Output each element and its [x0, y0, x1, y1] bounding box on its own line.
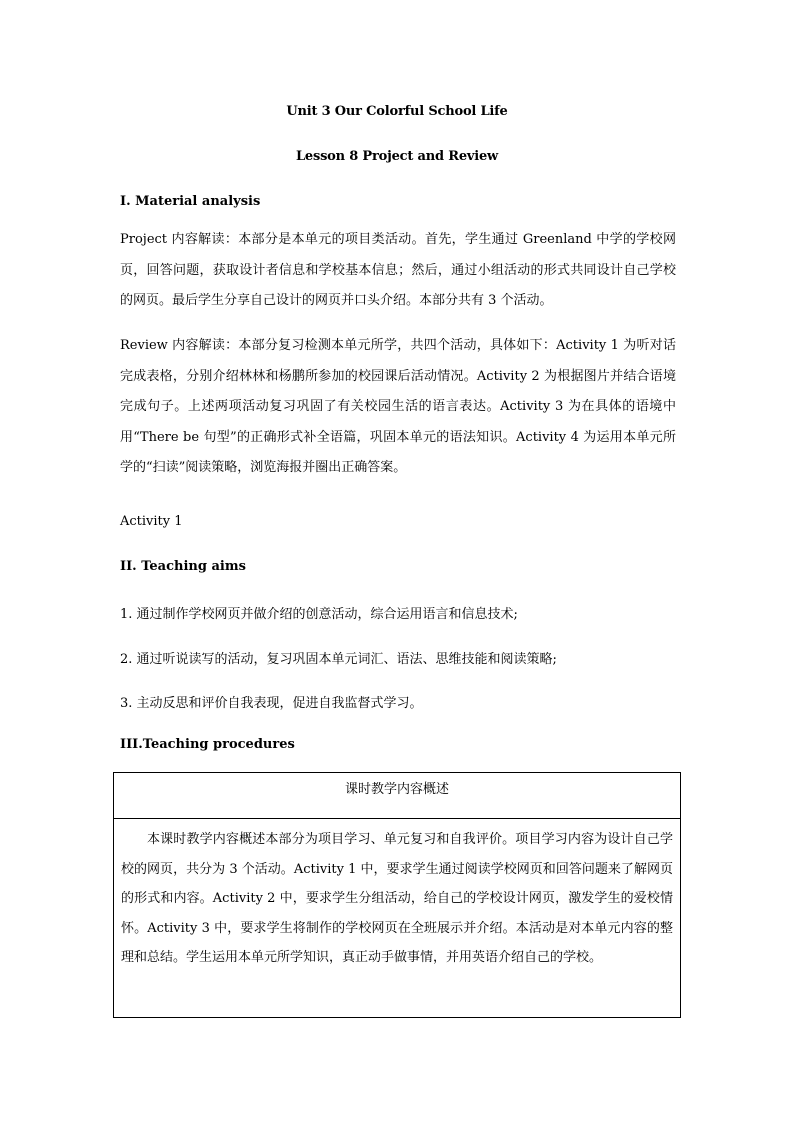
teaching-aims-heading: II. Teaching aims — [120, 559, 246, 574]
review-paragraph: Review 内容解读：本部分复习检测本单元所学，共四个活动，具体如下：Activity 1 为听对话完成表格，分别介绍林林和杨鹏所参加的校园课后活动情况。Activity 2 为根据图片并结合语境完成句子。上述两项活动复习巩固了有关校园生活的语言表达。Activity 3 为在具体的语境中用“There be 句型”的正确形式补全语篇，巩固本单元的语法知识。Activity 4 为运用本单元所学的“扫读”阅读策略，浏览海报并圈出正确答案。 — [120, 338, 676, 475]
aim-item-2: 2. 通过听说读写的活动，复习巩固本单元词汇、语法、思维技能和阅读策略; — [120, 652, 557, 667]
table-body-cell: 本课时教学内容概述本部分为项目学习、单元复习和自我评价。项目学习内容为设计自己学校的网页，共分为 3 个活动。Activity 1 中，要求学生通过阅读学校网页和回答问题来了解网页的形式和内容。Activity 2 中，要求学生分组活动，给自己的学校设计网页，激发学生的爱校情怀。Activity 3 中，要求学生将制作的学校网页在全班展示并介绍。本活动是对本单元内容的整理和总结。学生运用本单元所学知识，真正动手做事情，并用英语介绍自己的学校。 — [121, 832, 673, 965]
table-header-cell: 课时教学内容概述 — [114, 773, 680, 819]
activity-label: Activity 1 — [120, 514, 183, 529]
teaching-procedures-heading: III.Teaching procedures — [120, 737, 295, 752]
aim-item-3: 3. 主动反思和评价自我表现，促进自我监督式学习。 — [120, 696, 423, 711]
content-overview-table — [113, 772, 681, 1018]
unit-title: Unit 3 Our Colorful School Life — [286, 104, 508, 119]
material-analysis-heading: I. Material analysis — [120, 194, 261, 209]
aim-item-1: 1. 通过制作学校网页并做介绍的创意活动，综合运用语言和信息技术; — [120, 607, 518, 622]
project-paragraph: Project 内容解读：本部分是本单元的项目类活动。首先，学生通过 Greenland 中学的学校网页，回答问题，获取设计者信息和学校基本信息；然后，通过小组活动的形式共同设计自己学校的网页。最后学生分享自己设计的网页并口头介绍。本部分共有 3 个活动。 — [120, 232, 676, 308]
lesson-title: Lesson 8 Project and Review — [295, 149, 499, 164]
